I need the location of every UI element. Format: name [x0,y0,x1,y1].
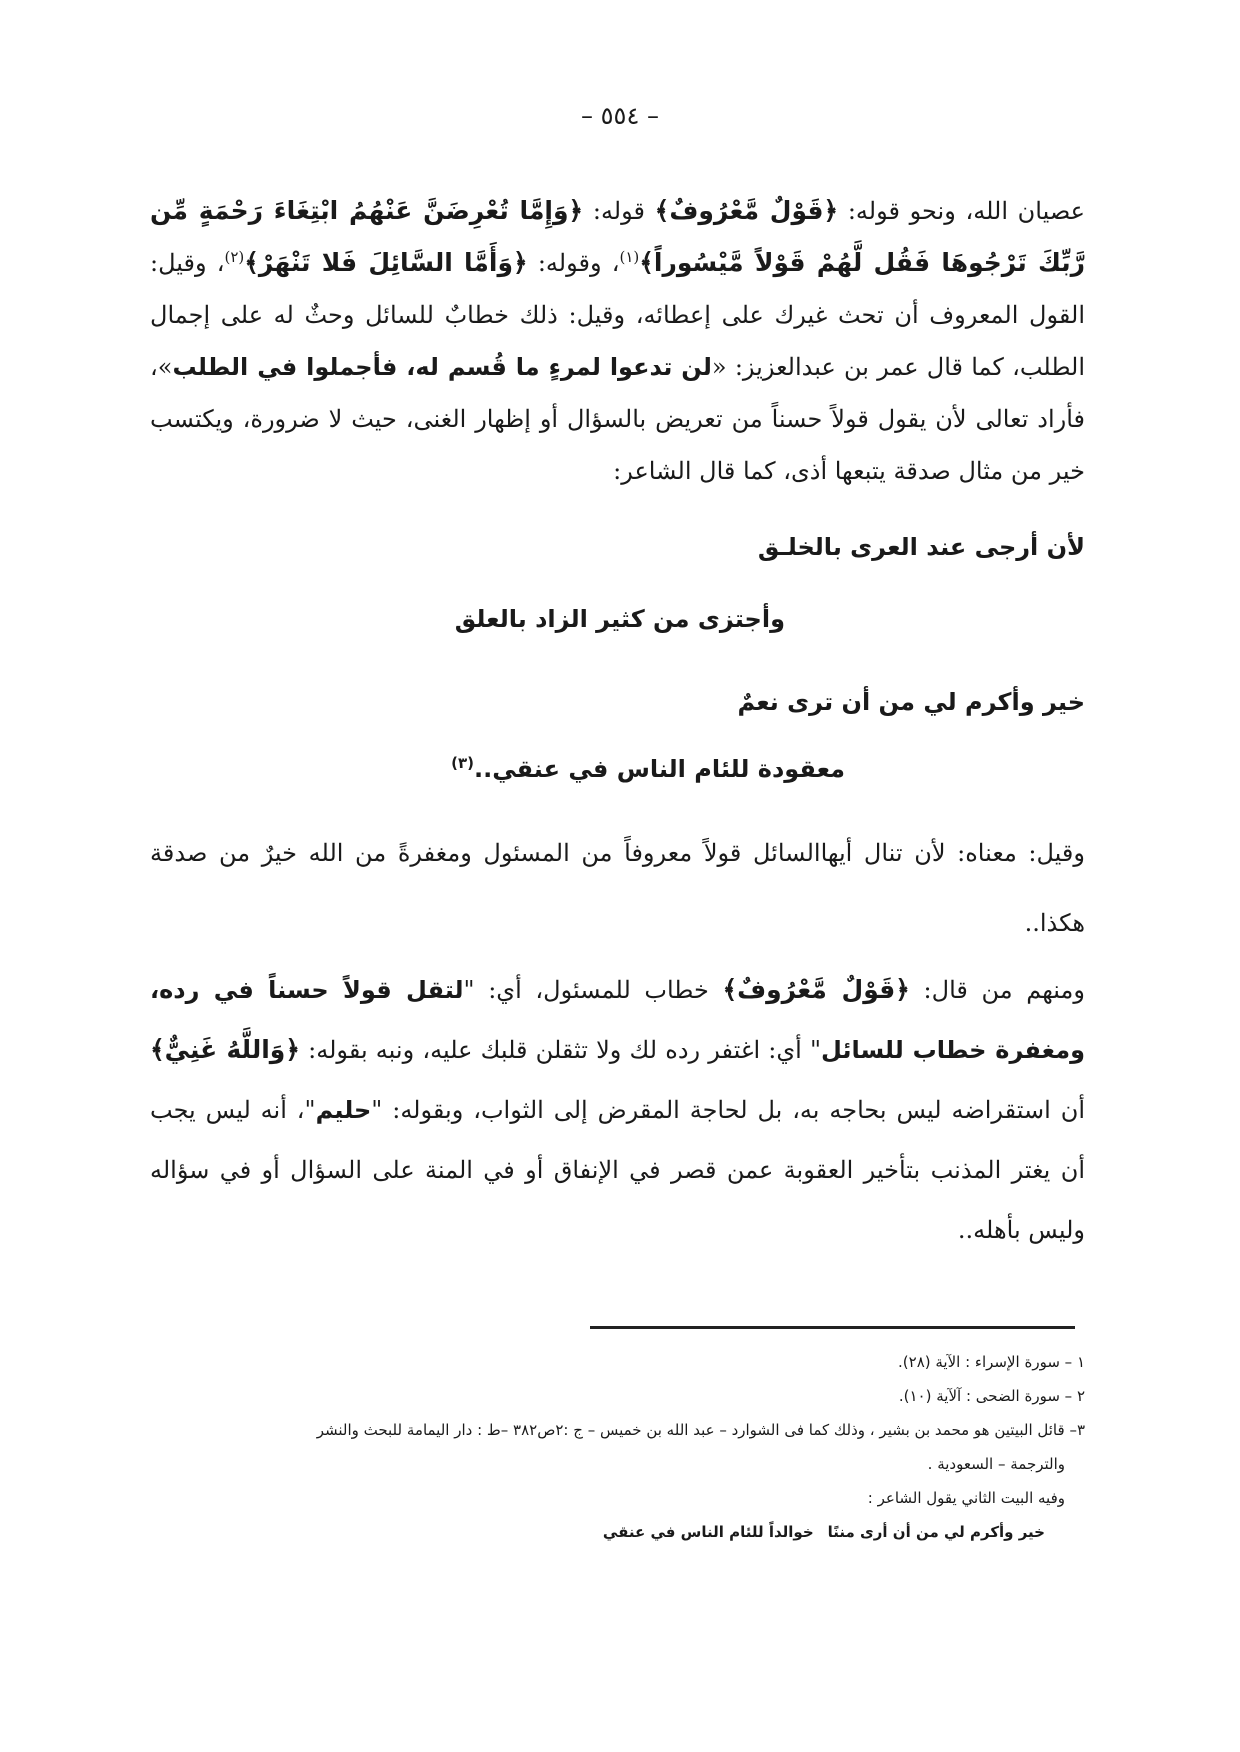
footnotes [115,1345,1085,1549]
text-segment: ومنهم من قال: [909,976,1085,1004]
footnote-3-continued: والترجمة – السعودية . [927,1455,1065,1473]
footnote-verse [115,1515,1085,1549]
text-segment: أن استقراضه ليس بحاجه به، بل لحاجة المقرض إلى الثواب، وبقوله: " [371,1096,1085,1124]
paragraph-2: وقيل: معناه: لأن تنال أيهاالسائل قولاً معروفاً من المسئول ومغفرةً من الله خيرٌ من صدقة هكذا.. [150,839,1085,937]
footnote-verse-first-half: خير وأكرم لي من أن أرى مننًا [827,1523,1045,1541]
quran-quote: ﴿قَوْلٌ مَّعْرُوفٌ﴾ [654,196,839,225]
text-segment: ، وقيل: القول المعروف أن تحث غيرك على إعطائه، وقيل: ذلك خطابٌ للسائل وحثٌ له على إجمال الطلب، كما قال عمر بن عبدالعزيز: « [150,249,1085,381]
footnote-ref-1: (١) [619,248,640,266]
page-number: – ٥٥٤ – [581,102,659,130]
bold-word: حليم [315,1096,372,1124]
footnote-ref-3: (٣) [451,754,475,772]
footnote-4: وفيه البيت الثاني يقول الشاعر : [867,1489,1065,1507]
text-segment: " أي: اغتفر رده لك ولا تثقلن قلبك عليه، ونبه بقوله: [299,1036,822,1064]
verse-text: معقودة للئام الناس في عنقي.. [474,755,845,783]
text-segment: خطاب للمسئول، أي: " [463,976,723,1004]
text-segment: ، وقوله: [527,249,620,277]
paragraph-3 [150,960,1085,1260]
quran-quote: ﴿وَاللَّهُ غَنِيٌّ﴾ [150,1035,300,1064]
footnote-3: ٣– قائل البيتين هو محمد بن بشير ، وذلك كما فى الشوارد – عبد الله بن خميس – ج :٢ص٣٨٢ –ط : دار اليمامة للبحث والنشر [316,1421,1085,1439]
quran-quote: ﴿وَأَمَّا السَّائِلَ فَلا تَنْهَرْ﴾ [244,248,528,277]
text-segment: "، أنه ليس يجب أن يغتر المذنب بتأخير العقوبة عمن قصر في الإنفاق أو في المنة على السؤال أو في سؤاله وليس بأهله.. [150,1096,1085,1244]
footnote-2: ٢ – سورة الضحى : آلآية (١٠). [898,1387,1085,1405]
text-segment: »، فأراد تعالى لأن يقول قولاً حسناً من تعريض بالسؤال أو إظهار الغنى، حيث لا ضرورة، ويكتسب خير من مثال صدقة يتبعها أذى، كما قال الشاعر: [150,353,1085,485]
footnote-divider [590,1326,1075,1329]
verse-line-2: وأجتزى من كثير الزاد بالعلق [454,605,785,633]
text-segment: عصيان الله، ونحو قوله: [838,197,1085,225]
verse-line-3: خير وأكرم لي من أن ترى نعمٌ [737,688,1085,716]
bold-quote: لتقل قولاً حسناً في رده، ومغفرة خطاب للسائل [150,976,1086,1064]
footnote-verse-second-half: خوالداً للئام الناس في عنقي [602,1523,814,1541]
paragraph-1 [150,185,1085,497]
footnote-ref-2: (٢) [224,248,245,266]
bold-quote: لن تدعوا لمرءٍ ما قُسم له، فأجملوا في الطلب [172,353,712,381]
quran-quote: ﴿قَوْلٌ مَّعْرُوفٌ﴾ [722,975,910,1004]
text-segment: قوله: [583,197,655,225]
verse-line-4 [451,755,845,783]
verse-line-1: لأن أرجى عند العرى بالخلـق [757,533,1085,561]
footnote-1: ١ – سورة الإسراء : الآية (٢٨). [898,1353,1085,1371]
quran-quote: ﴿وَإِمَّا تُعْرِضَنَّ عَنْهُمُ ابْتِغَاءَ رَحْمَةٍ مِّن رَّبِّكَ تَرْجُوهَا فَقُل لَّهُمْ قَوْلاً مَّيْسُوراً﴾ [150,196,1086,277]
